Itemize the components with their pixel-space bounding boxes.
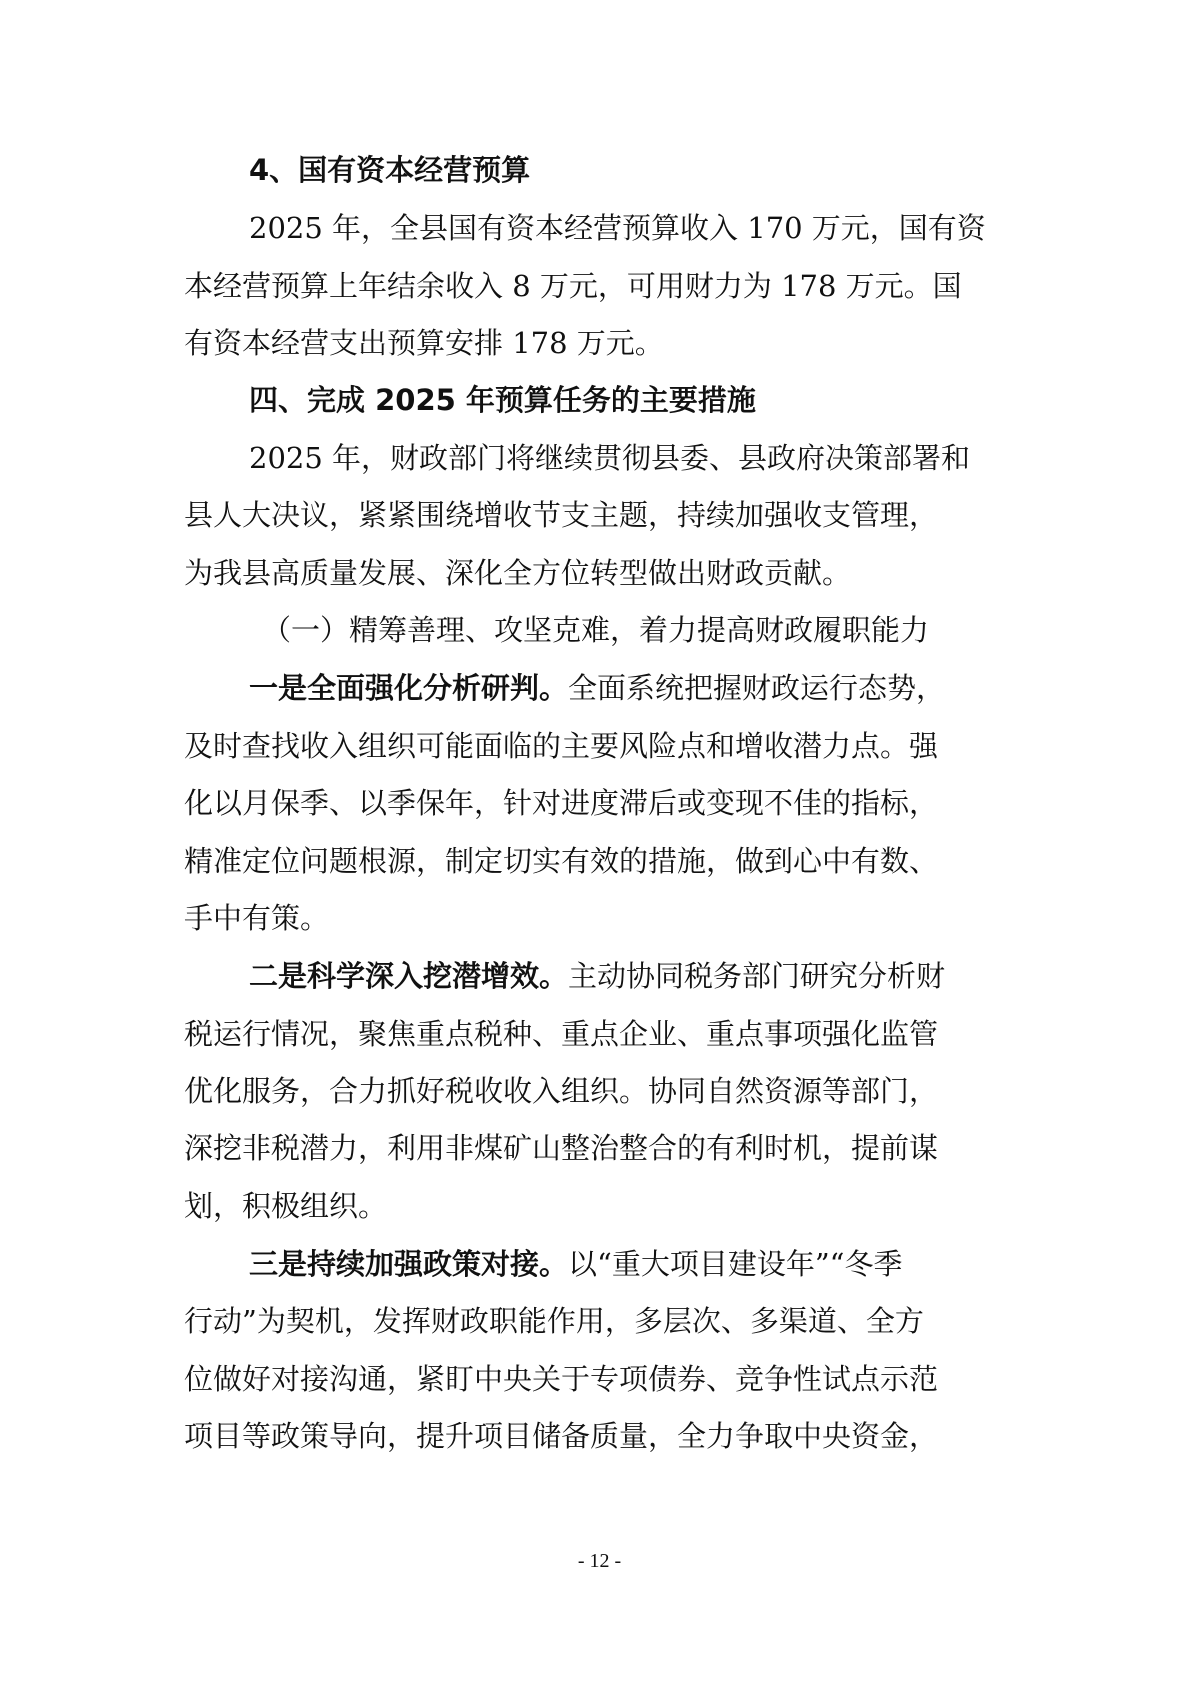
item1-line-4: 精准定位问题根源，制定切实有效的措施，做到心中有数、 <box>184 844 939 878</box>
section4-line-2: 本经营预算上年结余收入 8 万元，可用财力为 178 万元。国 <box>184 269 962 303</box>
chapter4-line-3: 为我县高质量发展、深化全方位转型做出财政贡献。 <box>184 556 852 590</box>
item1-lead: 一是全面强化分析研判。 <box>249 671 569 705</box>
chapter4-heading: 四、完成 2025 年预算任务的主要措施 <box>249 383 756 417</box>
chapter4-line-2: 县人大决议，紧紧围绕增收节支主题，持续加强收支管理， <box>184 498 939 532</box>
item2-first-line <box>249 946 1024 1006</box>
item2-first-rest: 主动协同税务部门研究分析财 <box>568 959 946 993</box>
chapter4-line-1: 2025 年，财政部门将继续贯彻县委、县政府决策部署和 <box>249 441 971 475</box>
item3-first-rest: 以“重大项目建设年”“冬季 <box>568 1247 903 1281</box>
item1-first-rest: 全面系统把握财政运行态势， <box>568 671 946 705</box>
item3-first-line <box>249 1234 1024 1294</box>
item2-line-2: 税运行情况，聚焦重点税种、重点企业、重点事项强化监管 <box>184 1017 939 1051</box>
section4-line-1: 2025 年，全县国有资本经营预算收入 170 万元，国有资 <box>249 211 986 245</box>
item1-line-3: 化以月保季、以季保年，针对进度滞后或变现不佳的指标， <box>184 786 939 820</box>
item3-line-4: 项目等政策导向，提升项目储备质量，全力争取中央资金， <box>184 1419 939 1453</box>
item2-line-3: 优化服务，合力抓好税收收入组织。协同自然资源等部门， <box>184 1074 939 1108</box>
item2-line-4: 深挖非税潜力，利用非煤矿山整治整合的有利时机，提前谋 <box>184 1131 939 1165</box>
item1-line-2: 及时查找收入组织可能面临的主要风险点和增收潜力点。强 <box>184 729 939 763</box>
item3-lead: 三是持续加强政策对接。 <box>249 1247 569 1281</box>
item1-line-5: 手中有策。 <box>184 901 330 935</box>
section4-heading: 4、国有资本经营预算 <box>249 153 531 187</box>
item3-line-3: 位做好对接沟通，紧盯中央关于专项债券、竞争性试点示范 <box>184 1362 939 1396</box>
item2-lead: 二是科学深入挖潜增效。 <box>249 959 569 993</box>
item2-line-5: 划，积极组织。 <box>184 1189 388 1223</box>
item3-line-2: 行动”为契机，发挥财政职能作用，多层次、多渠道、全方 <box>184 1304 924 1338</box>
page-number: - 12 - <box>577 1550 622 1572</box>
subsection1-heading: （一）精筹善理、攻坚克难，着力提高财政履职能力 <box>262 613 930 647</box>
section4-line-3: 有资本经营支出预算安排 178 万元。 <box>184 326 664 360</box>
item1-first-line <box>249 658 1024 718</box>
